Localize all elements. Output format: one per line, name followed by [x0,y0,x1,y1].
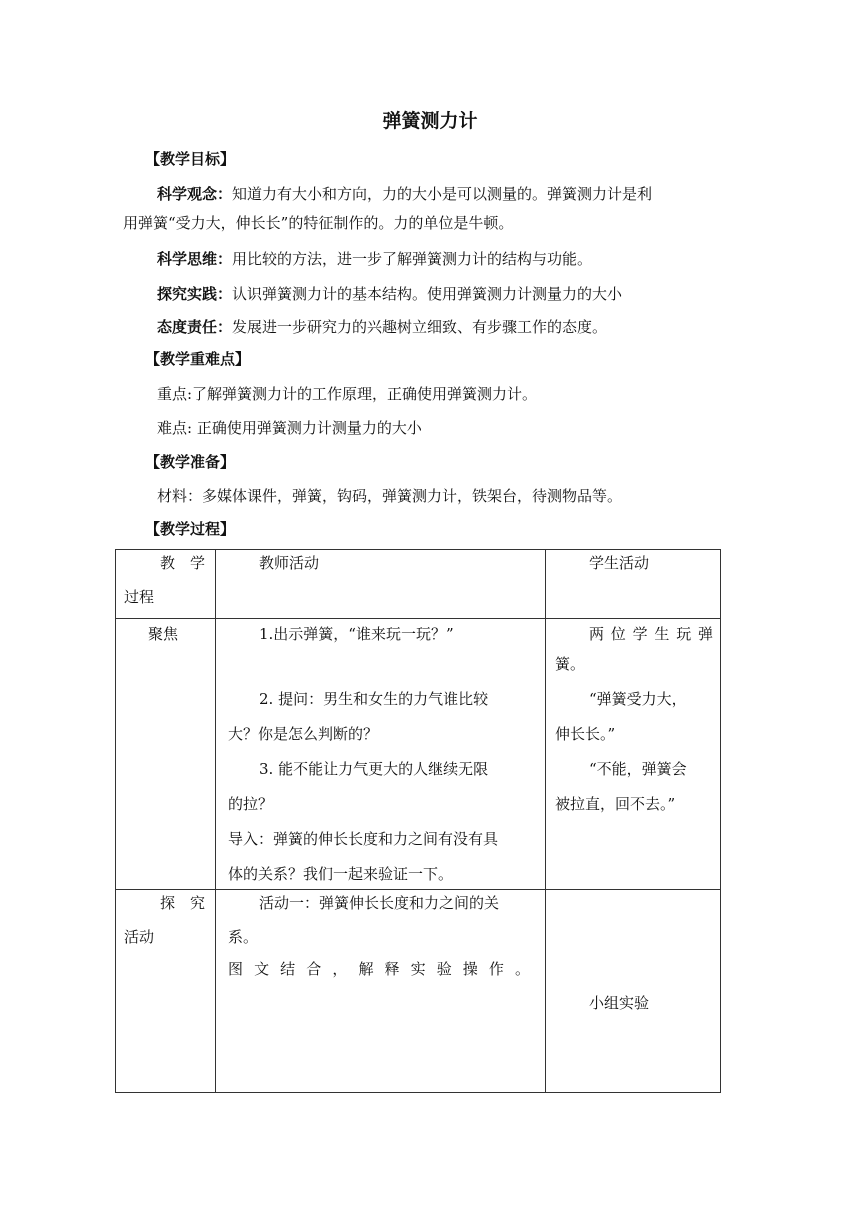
header-process-a: 教 学 [160,554,206,572]
student-line: 小组实验 [589,994,650,1012]
teacher-line: 的拉？ [228,795,274,813]
header-teacher: 教师活动 [259,554,320,572]
objective-text: 发展进一步研究力的兴趣树立细致、有步骤工作的态度。 [232,318,608,336]
process-table [115,549,721,1093]
objective-item [157,316,772,338]
student-cell [546,890,721,1093]
stage-label: 活动 [124,928,155,946]
student-line: 被拉直，回不去。” [555,795,676,813]
table-row [116,619,721,890]
teacher-cell [216,619,546,890]
key-points-heading: 【教学重难点】 [145,350,251,368]
table-row [116,890,721,1093]
student-line: 伸长长。” [555,725,616,743]
objective-text: 知道力有大小和方向，力的大小是可以测量的。弹簧测力计是利 [232,185,653,203]
teacher-line: 3. 能不能让力气更大的人继续无限 [259,760,489,778]
student-line: “不能，弹簧会 [589,760,687,778]
objective-text: 认识弹簧测力计的基本结构。使用弹簧测力计测量力的大小 [232,285,623,303]
objective-item [157,283,772,305]
header-cell [546,550,721,619]
header-cell [216,550,546,619]
teacher-line: 2. 提问：男生和女生的力气谁比较 [259,690,489,708]
teacher-line: 活动一：弹簧伸长长度和力之间的关 [259,894,500,912]
objective-label: 科学思维： [157,250,233,268]
header-student: 学生活动 [589,554,650,572]
document-title: 弹簧测力计 [382,110,478,132]
objective-label: 探究实践： [157,285,233,303]
stage-cell [116,619,216,890]
difficult-point: 难点: 正确使用弹簧测力计测量力的大小 [157,419,422,437]
teacher-cell [216,890,546,1093]
objective-label: 科学观念： [157,185,233,203]
key-point: 重点:了解弹簧测力计的工作原理，正确使用弹簧测力计。 [157,385,538,403]
teacher-line: 图文结合，解释实验操作。 [228,960,530,978]
table-header-row [116,550,721,619]
teacher-line: 大？你是怎么判断的？ [228,725,379,743]
prep-heading: 【教学准备】 [145,453,236,471]
objective-continuation: 用弹簧“受力大，伸长长”的特征制作的。力的单位是牛顿。 [123,214,514,232]
student-line: 两位学生玩弹 [589,625,713,643]
student-line: 簧。 [555,655,586,673]
objectives-heading: 【教学目标】 [145,150,236,168]
teacher-line: 1.出示弹簧，“谁来玩一玩？” [259,625,454,643]
objective-label: 态度责任： [157,318,233,336]
objective-item [157,248,772,270]
process-heading: 【教学过程】 [145,520,236,538]
student-line: “弹簧受力大， [589,690,687,708]
stage-label: 聚焦 [148,625,179,643]
stage-cell [116,890,216,1093]
header-process-b: 过程 [124,588,155,606]
teacher-line: 导入：弹簧的伸长长度和力之间有没有具 [228,830,499,848]
student-cell [546,619,721,890]
header-cell [116,550,216,619]
objective-text: 用比较的方法，进一步了解弹簧测力计的结构与功能。 [232,250,593,268]
teacher-line: 体的关系？我们一起来验证一下。 [228,865,454,883]
stage-label: 探 究 [160,894,206,912]
objective-item [157,183,772,205]
materials: 材料：多媒体课件，弹簧，钩码，弹簧测力计，铁架台，待测物品等。 [157,487,623,505]
teacher-line: 系。 [228,928,259,946]
